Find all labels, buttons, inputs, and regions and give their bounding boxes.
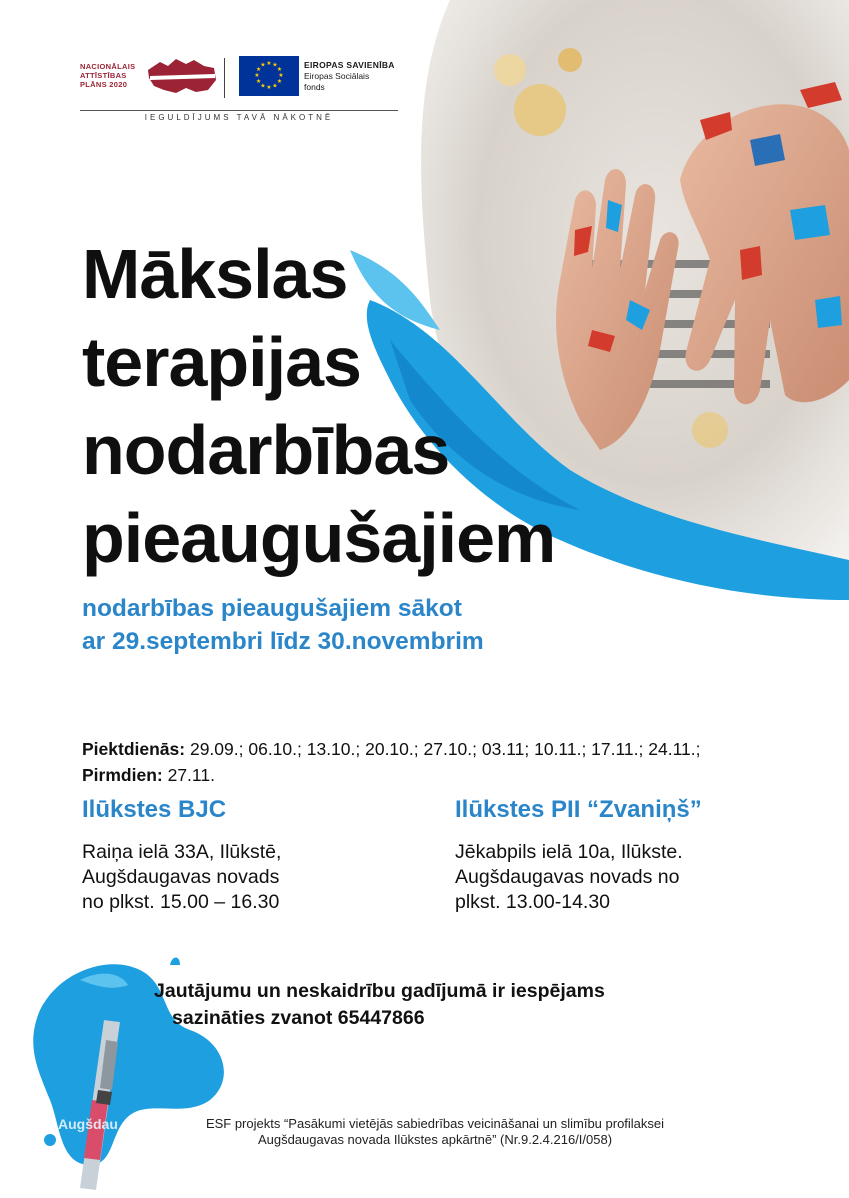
address-line: no plkst. 15.00 – 16.30 [82, 891, 280, 913]
subtitle-line: nodarbības pieaugušajiem sākot [82, 595, 462, 622]
contact-line: sazināties zvanot 65447866 [172, 1007, 425, 1029]
venue-title: Ilūkstes PII “Zvaniņš” [455, 796, 702, 823]
footer-line: ESF projekts “Pasākumi vietējās sabiedrības veicināšanai un slimību profilaksei [205, 1116, 665, 1131]
nap-2020-logo [80, 62, 142, 89]
svg-text:★: ★ [260, 82, 266, 90]
title-line: terapijas [82, 323, 361, 401]
address-line: Augšdaugavas novads no [455, 866, 680, 888]
svg-text:★: ★ [260, 61, 266, 69]
address-line: Raiņa ielā 33A, Ilūkstē, [82, 841, 282, 863]
venue-address [455, 840, 683, 915]
address-line: plkst. 13.00-14.30 [455, 891, 611, 913]
svg-text:★: ★ [266, 84, 272, 91]
svg-text:★: ★ [266, 60, 272, 67]
title-line: Mākslas [82, 235, 348, 313]
contact-line: Jautājumu un neskaidrību gadījumā ir iespējams [154, 980, 605, 1002]
latvia-map-icon [146, 56, 218, 96]
fridays-label: Piektdienās: [82, 739, 186, 759]
contact-info [154, 978, 605, 1032]
nap-logo-line: ATTĪSTĪBAS [80, 71, 127, 80]
svg-text:★: ★ [254, 72, 260, 79]
svg-text:★: ★ [276, 66, 283, 73]
subtitle-line: ar 29.septembri līdz 30.novembrim [82, 628, 484, 655]
logo-divider [224, 58, 225, 98]
svg-text:★: ★ [276, 78, 283, 85]
svg-text:★: ★ [272, 61, 278, 69]
address-line: Augšdaugavas novads [82, 866, 280, 888]
footer-line: Augšdaugavas novada Ilūkstes apkārtnē” (Nr.9.2.4.216/I/058) [257, 1132, 613, 1147]
title-line: pieaugušajiem [82, 499, 556, 577]
schedule-fridays [82, 736, 700, 762]
eu-line: EIROPAS SAVIENĪBA [304, 60, 395, 70]
venue-address [82, 840, 281, 915]
nap-logo-line: NACIONĀLAIS [80, 62, 136, 71]
schedule-monday [82, 762, 700, 788]
eu-flag-icon [239, 56, 299, 96]
schedule [82, 736, 700, 788]
fridays-dates: 29.09.; 06.10.; 13.10.; 20.10.; 27.10.; 03.11; 10.11.; 17.11.; 24.11.; [185, 739, 701, 759]
monday-label: Pirmdien: [82, 765, 163, 785]
subtitle [82, 592, 484, 658]
watermark: Augšdau [58, 1116, 118, 1132]
slogan: IEGULDĪJUMS TAVĀ NĀKOTNĒ [144, 113, 334, 122]
eu-line: Eiropas Sociālais [304, 71, 370, 81]
project-footer [150, 1116, 720, 1148]
title-line: nodarbības [82, 411, 450, 489]
svg-text:★: ★ [278, 72, 284, 79]
eu-line: fonds [304, 82, 325, 92]
page-title [82, 230, 555, 582]
svg-text:★: ★ [255, 66, 262, 73]
svg-text:★: ★ [272, 82, 278, 90]
address-line: Jēkabpils ielā 10a, Ilūkste. [455, 841, 683, 863]
monday-dates: 27.11. [162, 765, 215, 785]
nap-logo-line: PLĀNS 2020 [80, 80, 128, 89]
svg-text:★: ★ [255, 78, 262, 85]
venue-title: Ilūkstes BJC [82, 796, 227, 823]
